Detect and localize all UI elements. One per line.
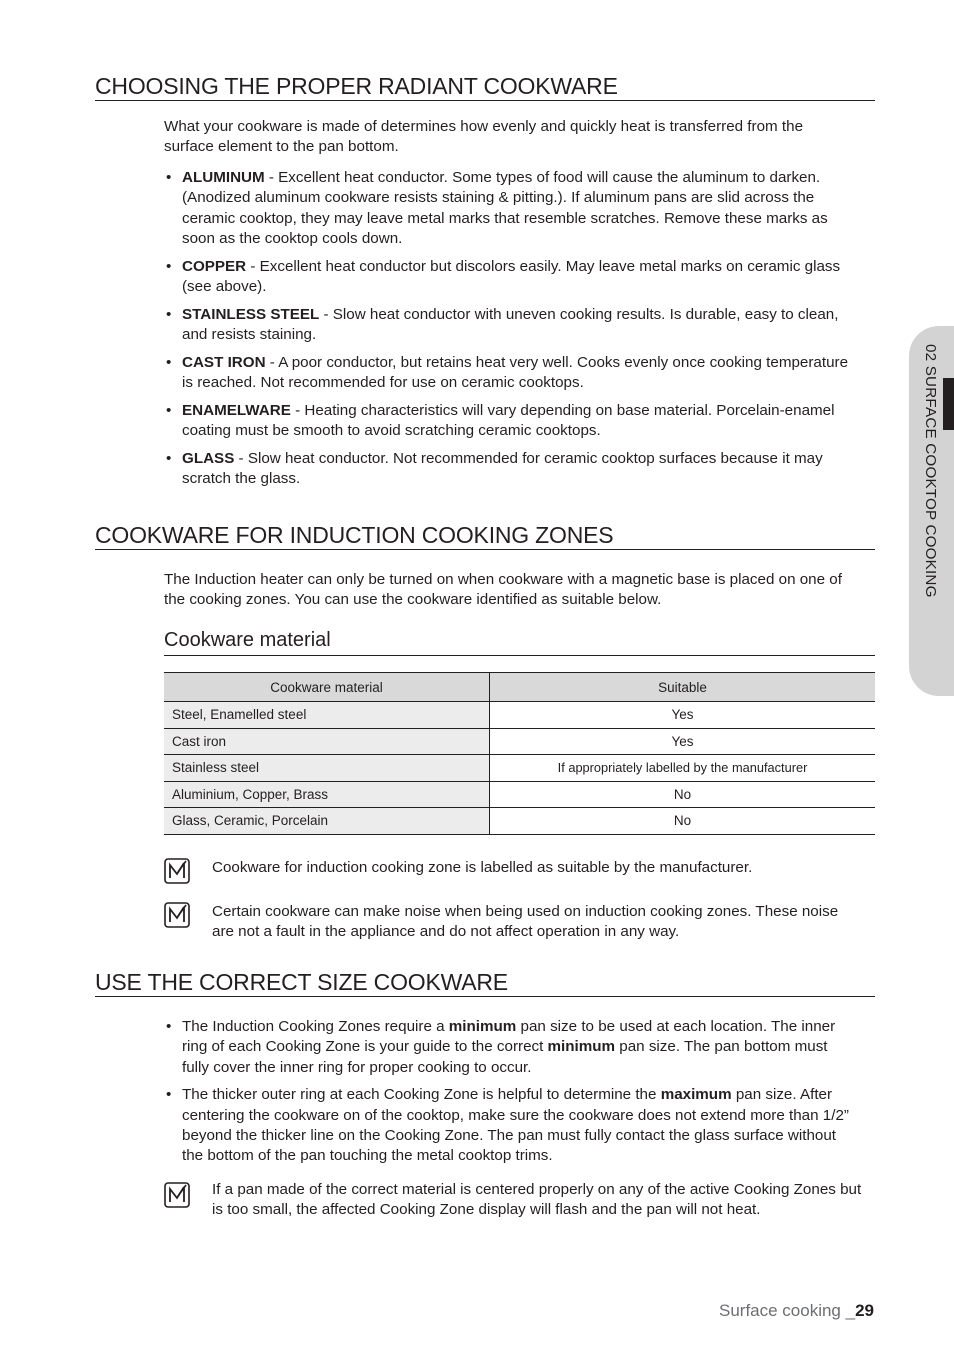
note-icon <box>164 1182 190 1208</box>
table-row <box>164 781 875 808</box>
tab-marker <box>943 378 954 430</box>
note-text: If a pan made of the correct material is centered properly on any of the active Cooking Zones but is too small, the affected Cooking Zone display will flash and the pan will not heat. <box>212 1181 862 1219</box>
induction-intro: The Induction heater can only be turned on when cookware with a magnetic base is placed on one of the cooking zones. You can use the cookware identified as suitable below. <box>164 571 842 609</box>
section-heading-induction: COOKWARE FOR INDUCTION COOKING ZONES <box>95 522 875 550</box>
material-term: ENAMELWARE <box>182 401 291 419</box>
bullet: • <box>166 450 172 468</box>
bullet: • <box>166 257 172 275</box>
cookware-material-subheading: Cookware material <box>164 628 875 656</box>
footer-section-label: Surface cooking _ <box>718 1301 856 1320</box>
bullet: • <box>166 1086 172 1104</box>
list-item <box>164 353 856 394</box>
table-cell: Yes <box>490 728 876 755</box>
note-text: Certain cookware can make noise when being used on induction cooking zones. These noise are not a fault in the appliance and do not affect operation in any way. <box>212 903 839 941</box>
bullet: • <box>166 305 172 323</box>
material-term: COPPER <box>182 257 247 275</box>
section-heading-size: USE THE CORRECT SIZE COOKWARE <box>95 969 875 997</box>
note-block <box>164 902 875 943</box>
list-item <box>164 168 856 249</box>
material-term: CAST IRON <box>182 353 266 371</box>
material-term: ALUMINUM <box>182 169 265 186</box>
material-term: STAINLESS STEEL <box>182 305 320 323</box>
note-icon <box>164 858 190 884</box>
table-row <box>164 728 875 755</box>
list-item: • The Induction Cooking Zones require a minimum pan size to be used at each location. The inner ring of each Cooking Zone is your guide to the correct minimum pan size. The pan bottom must fully cover the inner ring for proper cooking to occur. <box>166 1018 836 1076</box>
list-item <box>164 401 856 442</box>
chapter-label: 02 SURFACE COOKTOP COOKING <box>922 344 939 598</box>
material-description: - Excellent heat conductor but discolors easily. May leave metal marks on ceramic glass (see above). <box>182 257 841 295</box>
list-item <box>164 257 856 298</box>
table-cell: If appropriately labelled by the manufacturer <box>490 755 876 782</box>
table-header: Suitable <box>490 673 876 702</box>
note-block <box>164 1180 875 1221</box>
table-row <box>164 808 875 835</box>
table-row <box>164 755 875 782</box>
table-cell: Aluminium, Copper, Brass <box>164 781 490 808</box>
bullet: • <box>166 353 172 371</box>
table-cell: Cast iron <box>164 728 490 755</box>
bullet: • <box>166 169 172 186</box>
table-row <box>164 702 875 729</box>
material-description: - Slow heat conductor. Not recommended for ceramic cooktop surfaces because it may scratch the glass. <box>182 450 823 488</box>
table-cell: No <box>490 808 876 835</box>
radiant-cookware-list <box>164 168 856 497</box>
table-cell: No <box>490 781 876 808</box>
table-cell: Steel, Enamelled steel <box>164 702 490 729</box>
table-cell: Glass, Ceramic, Porcelain <box>164 808 490 835</box>
size-list <box>164 1017 856 1174</box>
bullet: • <box>166 1018 172 1035</box>
table-cell: Yes <box>490 702 876 729</box>
material-description: - Heating characteristics will vary depending on base material. Porcelain-enamel coating must be smooth to avoid scratching ceramic cooktops. <box>182 401 835 440</box>
table-cell: Stainless steel <box>164 755 490 782</box>
page-footer <box>719 1301 874 1321</box>
material-description: - A poor conductor, but retains heat very well. Cooks evenly once cooking temperature is reached. Not recommended for use on ceramic cooktops. <box>182 353 849 392</box>
material-term: GLASS <box>182 450 235 468</box>
material-description: - Slow heat conductor with uneven cooking results. Is durable, easy to clean, and resists staining. <box>182 305 839 344</box>
material-description: - Excellent heat conductor. Some types of food will cause the aluminum to darken. (Anodized aluminum cookware resists staining & pitting.). If aluminum pans are slid across the ceramic cooktop, they may leave metal marks that resemble scratches. Remove these marks as soon as the cooktop cools down. <box>182 169 828 247</box>
cookware-material-table <box>164 672 875 835</box>
bullet: • <box>166 401 172 419</box>
list-item <box>164 449 856 490</box>
radiant-intro: What your cookware is made of determines how evenly and quickly heat is transferred from the surface element to the pan bottom. <box>164 118 804 156</box>
table-header: Cookware material <box>164 673 490 702</box>
list-item <box>164 305 856 346</box>
note-text: Cookware for induction cooking zone is labelled as suitable by the manufacturer. <box>212 859 753 876</box>
note-icon <box>164 902 190 928</box>
section-heading-radiant: CHOOSING THE PROPER RADIANT COOKWARE <box>95 73 875 101</box>
list-item: • The thicker outer ring at each Cooking Zone is helpful to determine the maximum pan size. After centering the cookware on of the cooktop, make sure the cookware does not extend more than 1/2” beyond the thicker line on the Cooking Zone. The pan must fully contact the glass surface without the bottom of the pan touching the metal cooktop trims. <box>166 1086 849 1165</box>
note-block <box>164 858 875 878</box>
page-number: 29 <box>855 1301 874 1320</box>
chapter-side-tab <box>909 326 954 696</box>
